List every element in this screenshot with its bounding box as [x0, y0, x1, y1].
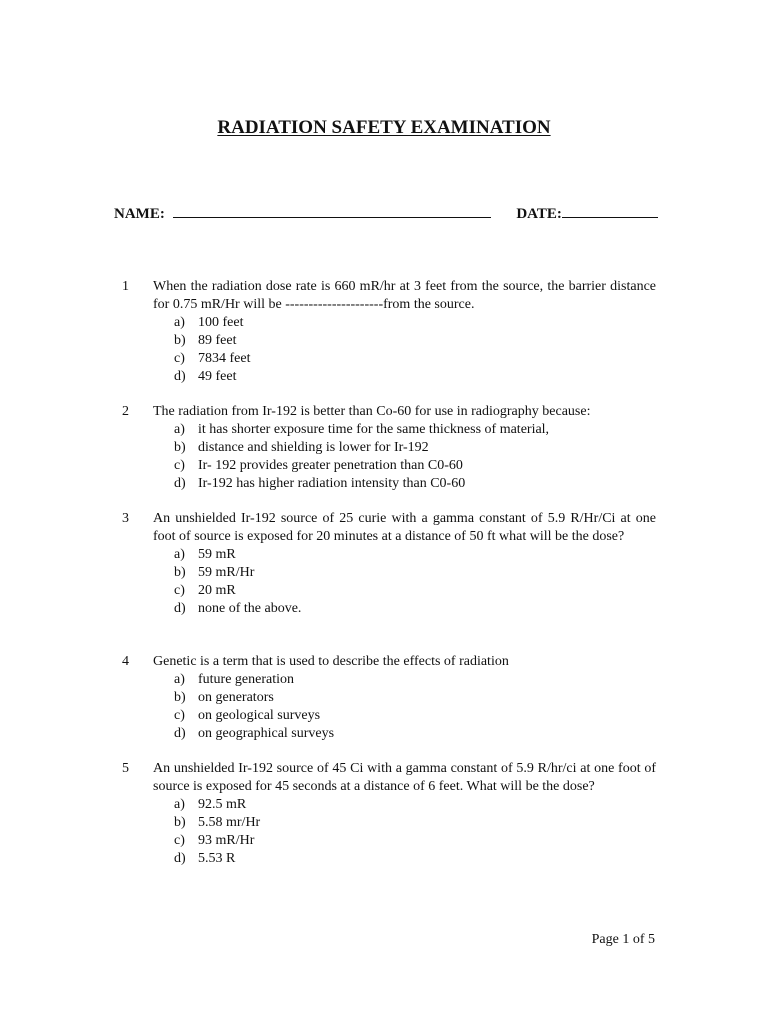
name-label: NAME:: [114, 206, 165, 222]
option-letter: b): [174, 333, 186, 348]
option-c[interactable]: [174, 707, 656, 725]
question-number: 1: [122, 279, 129, 294]
option-text: future generation: [198, 672, 295, 687]
option-a[interactable]: [174, 546, 656, 564]
option-b[interactable]: [174, 332, 656, 350]
question-5: [122, 760, 656, 868]
option-letter: a): [174, 672, 185, 687]
option-text: 7834 feet: [198, 351, 251, 366]
option-text: 5.53 R: [198, 851, 236, 866]
option-letter: c): [174, 351, 185, 366]
question-text: An unshielded Ir-192 source of 25 curie with a gamma constant of 5.9 R/Hr/Ci at one foot of source is exposed for 20 minutes at a distance of 50 ft what will be the dose?: [153, 511, 656, 544]
option-letter: d): [174, 601, 186, 616]
option-text: on generators: [198, 690, 274, 705]
option-text: 100 feet: [198, 315, 244, 330]
option-letter: c): [174, 833, 185, 848]
option-list: [174, 796, 656, 868]
option-text: 93 mR/Hr: [198, 833, 255, 848]
option-list: [174, 671, 656, 743]
option-b[interactable]: [174, 814, 656, 832]
question-2: [122, 403, 656, 493]
option-letter: c): [174, 583, 185, 598]
question-number: 3: [122, 511, 129, 526]
question-text: Genetic is a term that is used to describe the effects of radiation: [153, 654, 509, 669]
option-d[interactable]: [174, 850, 656, 868]
option-a[interactable]: [174, 421, 656, 439]
option-c[interactable]: [174, 832, 656, 850]
name-field[interactable]: [173, 205, 491, 218]
option-letter: b): [174, 815, 186, 830]
option-letter: d): [174, 369, 186, 384]
option-letter: c): [174, 458, 185, 473]
question-1: [122, 278, 656, 386]
question-3: [122, 510, 656, 618]
option-list: [174, 546, 656, 618]
option-d[interactable]: [174, 368, 656, 386]
option-letter: d): [174, 726, 186, 741]
page-indicator: Page 1 of 5: [591, 932, 655, 947]
name-date-line: [114, 205, 658, 223]
option-c[interactable]: [174, 350, 656, 368]
option-a[interactable]: [174, 314, 656, 332]
option-text: 5.58 mr/Hr: [198, 815, 261, 830]
option-d[interactable]: [174, 725, 656, 743]
option-letter: a): [174, 797, 185, 812]
option-text: 49 feet: [198, 369, 237, 384]
option-list: [174, 314, 656, 386]
option-a[interactable]: [174, 671, 656, 689]
question-number: 2: [122, 404, 129, 419]
option-letter: d): [174, 476, 186, 491]
option-text: Ir- 192 provides greater penetration than C0-60: [198, 458, 463, 473]
option-list: [174, 421, 656, 493]
option-letter: a): [174, 422, 185, 437]
option-letter: b): [174, 440, 186, 455]
date-label: DATE:: [516, 206, 562, 222]
question-number: 4: [122, 654, 129, 669]
exam-title: RADIATION SAFETY EXAMINATION: [217, 117, 551, 138]
option-d[interactable]: [174, 600, 656, 618]
option-letter: a): [174, 547, 185, 562]
option-letter: b): [174, 565, 186, 580]
date-field[interactable]: [562, 205, 658, 218]
option-text: none of the above.: [198, 601, 302, 616]
option-letter: c): [174, 708, 185, 723]
option-d[interactable]: [174, 475, 656, 493]
option-b[interactable]: [174, 439, 656, 457]
option-text: 89 feet: [198, 333, 237, 348]
option-letter: a): [174, 315, 185, 330]
option-letter: b): [174, 690, 186, 705]
option-letter: d): [174, 851, 186, 866]
question-number: 5: [122, 761, 129, 776]
option-text: distance and shielding is lower for Ir-192: [198, 440, 429, 455]
option-text: on geological surveys: [198, 708, 321, 723]
option-c[interactable]: [174, 457, 656, 475]
option-text: it has shorter exposure time for the same thickness of material,: [198, 422, 550, 437]
option-a[interactable]: [174, 796, 656, 814]
option-text: 20 mR: [198, 583, 236, 598]
option-b[interactable]: [174, 689, 656, 707]
option-text: 92.5 mR: [198, 797, 247, 812]
question-text: When the radiation dose rate is 660 mR/hr at 3 feet from the source, the barrier distance for 0.75 mR/Hr will be ---------------------from the source.: [153, 279, 656, 312]
option-c[interactable]: [174, 582, 656, 600]
option-text: on geographical surveys: [198, 726, 335, 741]
question-text: An unshielded Ir-192 source of 45 Ci with a gamma constant of 5.9 R/hr/ci at one foot of source is exposed for 45 seconds at a distance of 6 feet. What will be the dose?: [153, 761, 656, 794]
question-text: The radiation from Ir-192 is better than Co-60 for use in radiography because:: [153, 404, 591, 419]
question-4: [122, 653, 656, 743]
option-text: Ir-192 has higher radiation intensity than C0-60: [198, 476, 466, 491]
option-text: 59 mR/Hr: [198, 565, 255, 580]
option-text: 59 mR: [198, 547, 236, 562]
option-b[interactable]: [174, 564, 656, 582]
